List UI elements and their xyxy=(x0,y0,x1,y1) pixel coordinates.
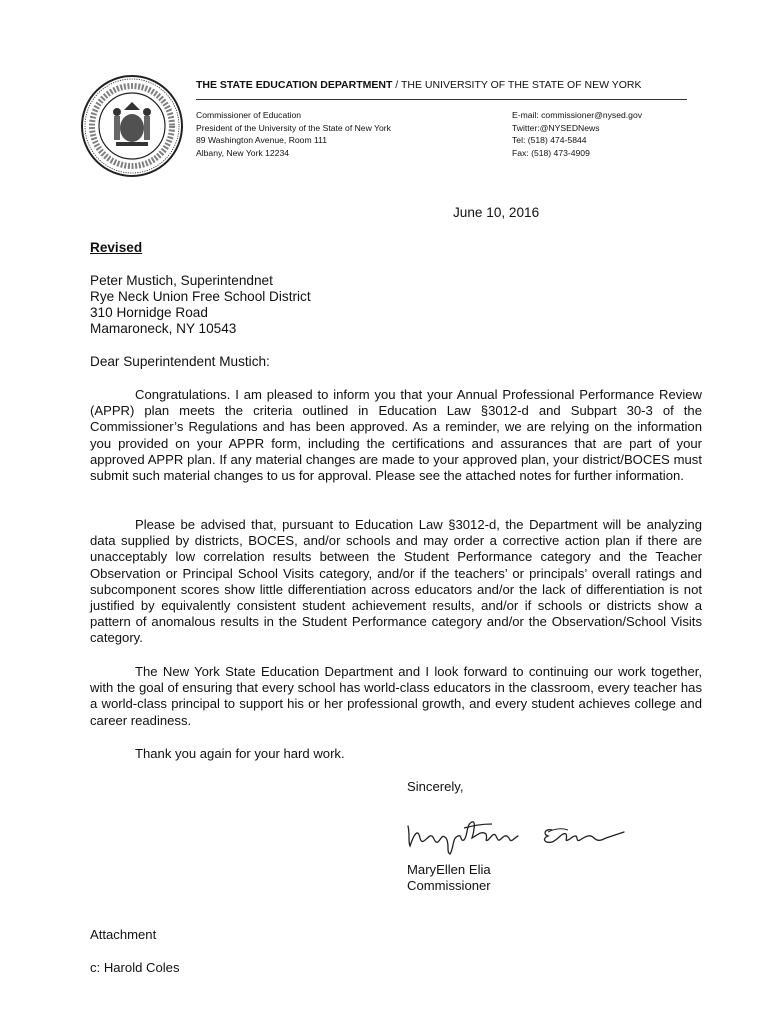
body-paragraph-4: Thank you again for your hard work. xyxy=(135,746,345,761)
handwritten-signature xyxy=(402,808,626,858)
closing: Sincerely, xyxy=(407,779,464,794)
letterhead-title-rest: / THE UNIVERSITY OF THE STATE OF NEW YORK xyxy=(392,79,642,91)
address-line: Peter Mustich, Superintendnet xyxy=(90,273,273,288)
office-line: President of the University of the State of New York xyxy=(196,122,391,133)
address-line: 310 Hornidge Road xyxy=(90,305,208,320)
salutation: Dear Superintendent Mustich: xyxy=(90,354,270,369)
contact-email: E-mail: commissioner@nysed.gov xyxy=(512,110,643,120)
signer-block xyxy=(407,862,491,895)
body-paragraph-3: The New York State Education Department and I look forward to continuing our work together, with the goal of ensuring that every school has world-class educators in the classroom, every teacher has a world-class principal to support his or her professional growth, and every student achieves college and career readiness. xyxy=(90,664,702,728)
body-paragraph-1: Congratulations. I am pleased to inform you that your Annual Professional Performance Review (APPR) plan meets the criteria outlined in Education Law §3012-d and Subpart 30-3 of the Commissioner’s Regulations and has been approved. As a reminder, we are relying on the information you provided on your APPR form, including the certifications and assurances that are part of your approved APPR plan. If any material changes are made to your approved plan, your district/BOCES must submit such material changes to us for approval. Please see the attached notes for further information. xyxy=(90,387,702,484)
letterhead-office-info xyxy=(196,109,391,159)
contact-twitter: Twitter:@NYSEDNews xyxy=(512,122,600,133)
body-paragraph-2: Please be advised that, pursuant to Education Law §3012-d, the Department will be analyzing data supplied by districts, BOCES, and/or schools and may order a corrective action plan if there are unacceptably low correlation results between the Student Performance category and the Teacher Observation or Principal School Visits category, and/or if the teachers’ or principals’ overall ratings and subcomponent scores show little differentiation across educators and/or the lack of differentiation is not justified by equivalently consistent student achievement results, and/or if schools or districts show a pattern of anomalous results in the Student Performance category and/or the Observation/School Visits category. xyxy=(90,517,702,646)
office-line: 89 Washington Avenue, Room 111 xyxy=(196,135,328,146)
revised-heading: Revised xyxy=(90,240,143,255)
letterhead-title-bold: THE STATE EDUCATION DEPARTMENT xyxy=(196,79,393,91)
cc-line: c: Harold Coles xyxy=(90,960,180,975)
office-line: Commissioner of Education xyxy=(196,110,302,120)
address-line: Mamaroneck, NY 10543 xyxy=(90,321,237,336)
signer-name: MaryEllen Elia xyxy=(407,862,491,877)
letterhead-divider xyxy=(196,99,687,100)
office-line: Albany, New York 12234 xyxy=(196,147,290,158)
letterhead-title xyxy=(196,79,642,91)
letter-date: June 10, 2016 xyxy=(453,205,540,220)
letterhead-contact-info xyxy=(512,109,642,159)
address-line: Rye Neck Union Free School District xyxy=(90,289,311,304)
signer-title: Commissioner xyxy=(407,878,491,894)
attachment-note: Attachment xyxy=(90,927,157,942)
recipient-address xyxy=(90,273,311,337)
contact-tel: Tel: (518) 474-5844 xyxy=(512,135,587,146)
contact-fax: Fax: (518) 473-4909 xyxy=(512,147,590,158)
state-seal-icon xyxy=(80,74,184,178)
